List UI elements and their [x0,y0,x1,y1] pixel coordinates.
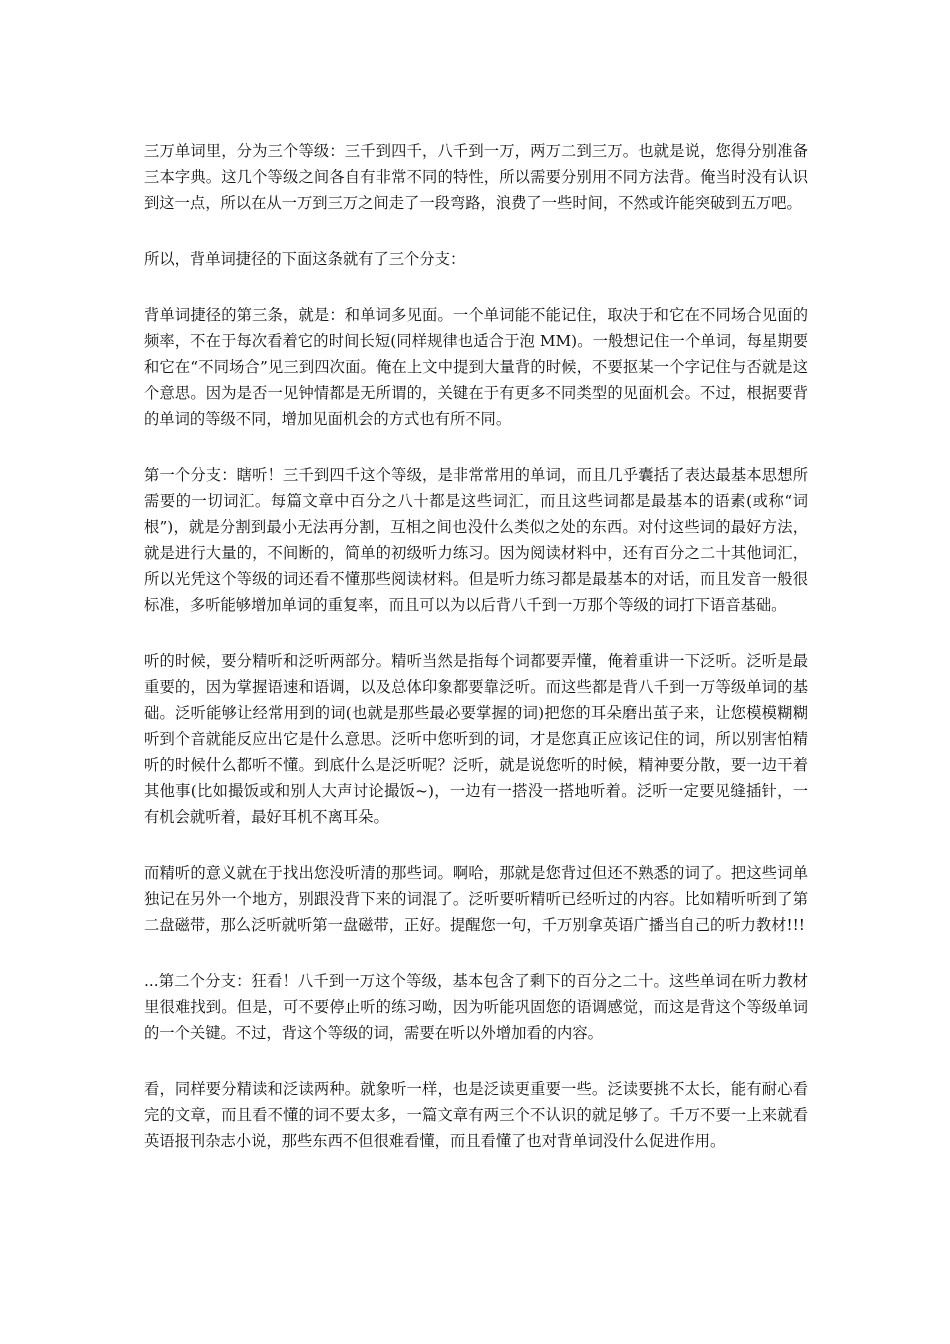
paragraph-third-shortcut: 背单词捷径的第三条，就是：和单词多见面。一个单词能不能记住，取决于和它在不同场合见面的频率，不在于每次看着它的时间长短(同样规律也适合于泡 MM)。一般想记住一个单词，每星期要和它在“不同场合”见三到四次面。俺在上文中提到大量背的时候，不要抠某一个字记住与否就是这个意思。因为是否一见钟情都是无所谓的，关键在于有更多不同类型的见面机会。不过，根据要背的单词的等级不同，增加见面机会的方式也有所不同。 [144,306,808,428]
paragraph-intensive-listening: 而精听的意义就在于找出您没听清的那些词。啊哈，那就是您背过但还不熟悉的词了。把这些词单独记在另外一个地方，别跟没背下来的词混了。泛听要听精听已经听过的内容。比如精听听到了第二盘磁带，那么泛听就听第一盘磁带，正好。提醒您一句，千万别拿英语广播当自己的听力教材!!! [144,864,808,934]
paragraph-listening: 听的时候，要分精听和泛听两部分。精听当然是指每个词都要弄懂，俺着重讲一下泛听。泛听是最重要的，因为掌握语速和语调，以及总体印象都要靠泛听。而这些都是背八千到一万等级单词的基础。泛听能够让经常用到的词(也就是那些最必要掌握的词)把您的耳朵磨出茧子来，让您模模糊糊听到个音就能反应出它是什么意思。泛听中您听到的词，才是您真正应该记住的词，所以别害怕精听的时候什么都听不懂。到底什么是泛听呢？泛听，就是说您听的时候，精神要分散，要一边干着其他事(比如撮饭或和别人大声讨论撮饭~)，一边有一搭没一搭地听着。泛听一定要见缝插针，一有机会就听着，最好耳机不离耳朵。 [144,652,808,826]
paragraph-levels: 三万单词里，分为三个等级：三千到四千，八千到一万，两万二到三万。也就是说，您得分别准备三本字典。这几个等级之间各自有非常不同的特性，所以需要分别用不同方法背。俺当时没有认识到这一点，所以在从一万到三万之间走了一段弯路，浪费了一些时间，不然或许能突破到五万吧。 [144,142,808,212]
document-body [144,138,808,1184]
paragraph-second-branch: ...第二个分支：狂看！八千到一万这个等级，基本包含了剩下的百分之二十。这些单词在听力教材里很难找到。但是，可不要停止听的练习呦，因为听能巩固您的语调感觉，而这是背这个等级单词的一个关键。不过，背这个等级的词，需要在听以外增加看的内容。 [144,972,808,1042]
paragraph-first-branch: 第一个分支：瞎听！三千到四千这个等级，是非常常用的单词，而且几乎囊括了表达最基本思想所需要的一切词汇。每篇文章中百分之八十都是这些词汇，而且这些词都是最基本的语素(或称“词根”)，就是分割到最小无法再分割，互相之间也没什么类似之处的东西。对付这些词的最好方法，就是进行大量的，不间断的，简单的初级听力练习。因为阅读材料中，还有百分之二十其他词汇，所以光凭这个等级的词还看不懂那些阅读材料。但是听力练习都是最基本的对话，而且发音一般很标准，多听能够增加单词的重复率，而且可以为以后背八千到一万那个等级的词打下语音基础。 [144,466,808,614]
paragraph-reading: 看，同样要分精读和泛读两种。就象听一样，也是泛读更重要一些。泛读要挑不太长，能有耐心看完的文章，而且看不懂的词不要太多，一篇文章有两三个不认识的就足够了。千万不要一上来就看英语报刊杂志小说，那些东西不但很难看懂，而且看懂了也对背单词没什么促进作用。 [144,1080,808,1150]
paragraph-branches-intro: 所以，背单词捷径的下面这条就有了三个分支： [144,250,466,268]
